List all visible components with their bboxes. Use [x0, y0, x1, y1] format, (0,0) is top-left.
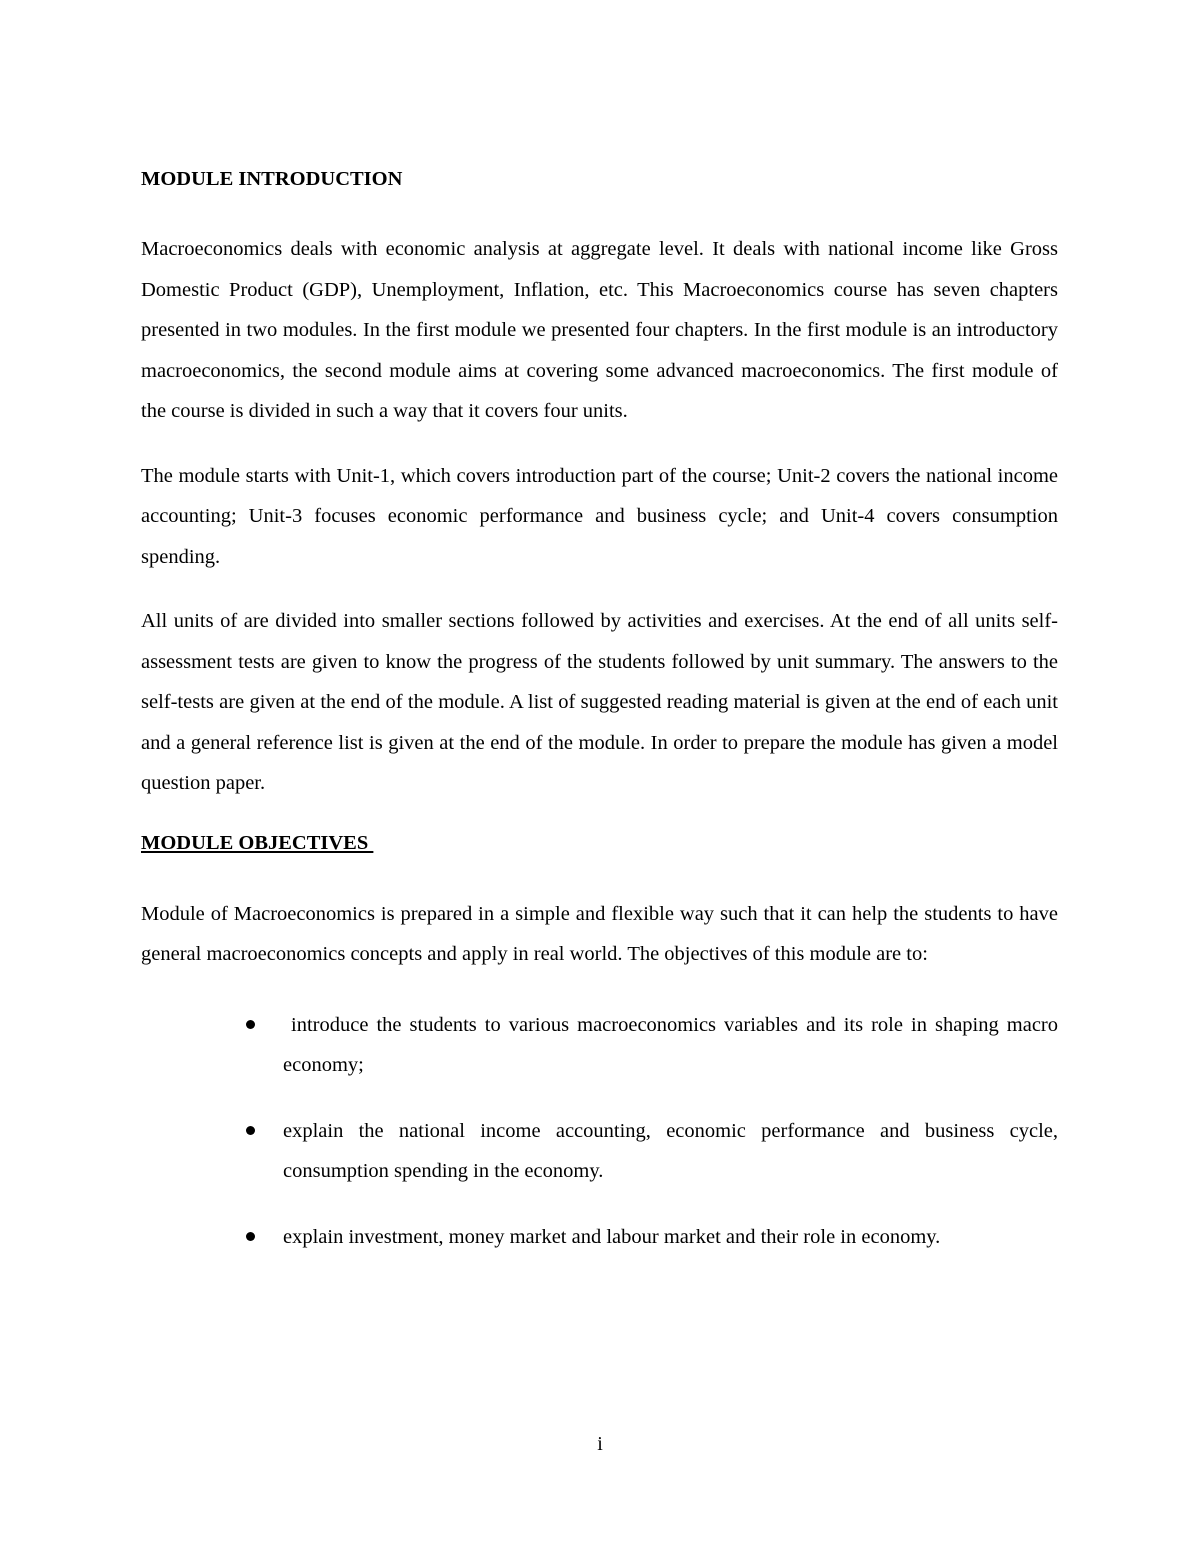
objectives-paragraph: Module of Macroeconomics is prepared in a simple and flexible way such that it can help the students to have general macroeconomics concepts and apply in real world. The objectives of this module are to: [141, 902, 1058, 965]
objective-text: explain the national income accounting, economic performance and business cycle, consumption spending in the economy. [283, 1119, 1058, 1182]
objective-text: explain investment, money market and labour market and their role in economy. [283, 1225, 941, 1248]
bullet-icon [246, 1020, 255, 1029]
module-introduction-heading: MODULE INTRODUCTION [141, 168, 403, 190]
intro-paragraph-1: Macroeconomics deals with economic analysis at aggregate level. It deals with national income like Gross Domestic Product (GDP), Unemployment, Inflation, etc. This Macroeconomics course has seven chapters presented in two modules. In the first module we presented four chapters. In the first module is an introductory macroeconomics, the second module aims at covering some advanced macroeconomics. The first module of the course is divided in such a way that it covers four units. [141, 238, 1058, 422]
objectives-list [141, 1005, 1064, 1258]
module-objectives-heading: MODULE OBJECTIVES [141, 831, 374, 854]
objective-item [241, 1005, 1064, 1086]
objective-item [241, 1111, 1058, 1192]
objective-item [241, 1217, 1058, 1258]
intro-paragraph-3: All units of are divided into smaller sections followed by activities and exercises. At the end of all units self-assessment tests are given to know the progress of the students followed by unit summary. The answers to the self-tests are given at the end of the module. A list of suggested reading material is given at the end of each unit and a general reference list is given at the end of the module. In order to prepare the module has given a model question paper. [141, 610, 1058, 794]
page-number: i [597, 1433, 603, 1455]
page-body [141, 164, 1064, 1282]
bullet-icon [246, 1126, 255, 1135]
bullet-icon [246, 1232, 255, 1241]
objective-text: introduce the students to various macroeconomics variables and its role in shaping macro economy; [283, 1013, 1064, 1076]
intro-paragraph-2: The module starts with Unit-1, which covers introduction part of the course; Unit-2 covers the national income accounting; Unit-3 focuses economic performance and business cycle; and Unit-4 covers consumption spending. [141, 464, 1058, 568]
